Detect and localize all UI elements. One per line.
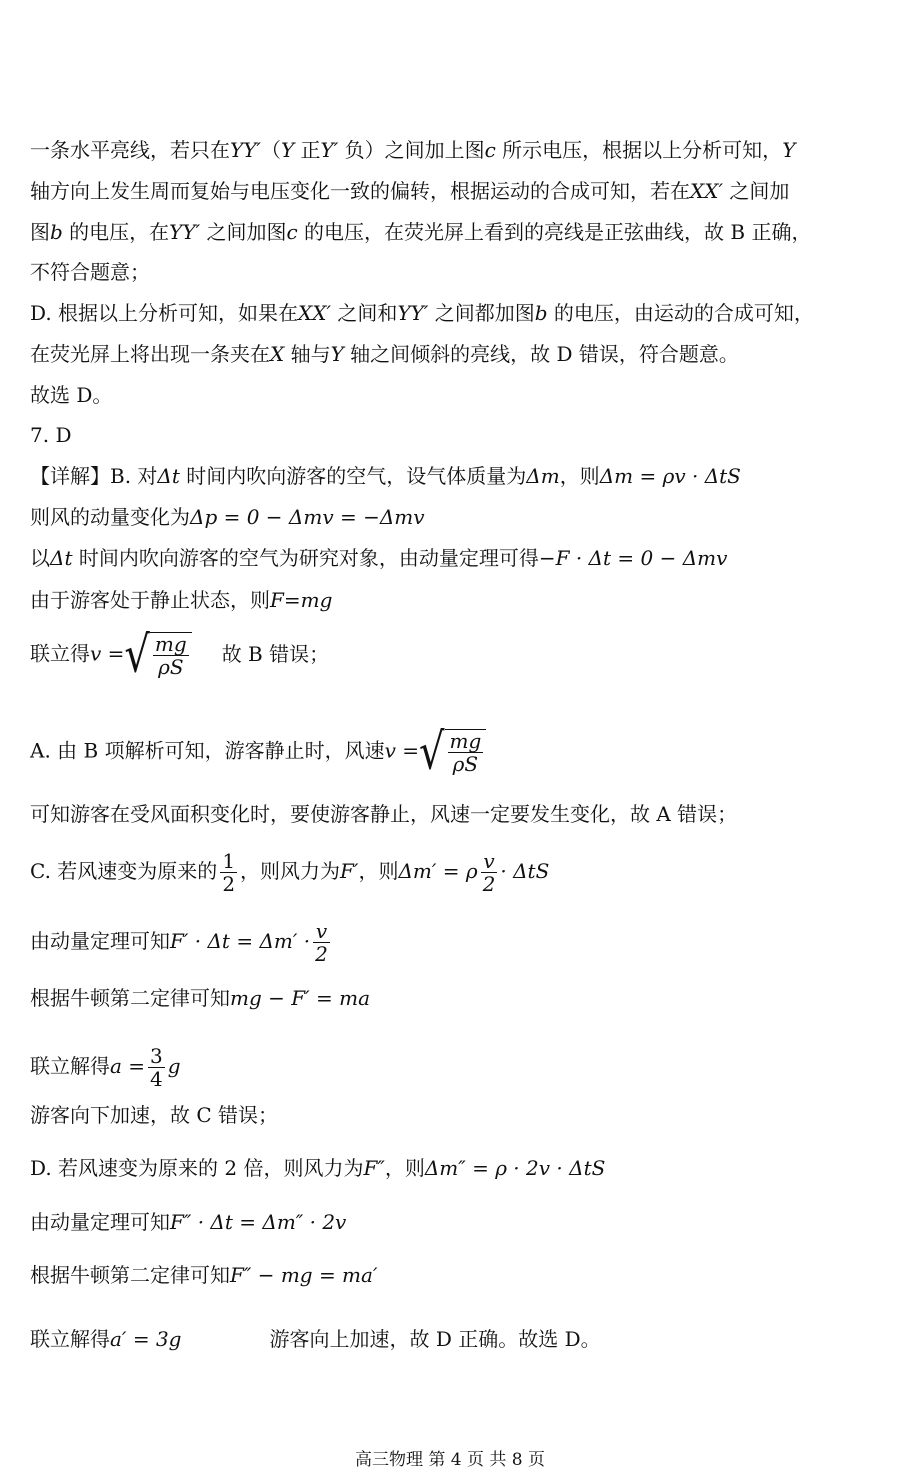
text: 正	[294, 138, 321, 162]
fraction-numerator: v	[313, 920, 330, 943]
text: D. 根据以上分析可知，如果在	[30, 301, 299, 325]
math-formula: Δm = ρv · ΔtS	[599, 464, 741, 488]
text: 的电压，在	[62, 220, 170, 244]
text: 在荧光屏上将出现一条夹在	[30, 342, 270, 366]
text: 以	[30, 546, 50, 570]
text: 之间加图	[200, 220, 287, 244]
math-formula: F″ · Δt = Δm″ · 2v	[170, 1210, 347, 1234]
text: 故 B 错误；	[221, 641, 330, 666]
text: 联立得	[30, 641, 90, 666]
option-c-line-4	[30, 1045, 181, 1090]
paragraph-line-1	[30, 136, 795, 164]
text: ，则	[384, 1156, 425, 1180]
math-b: b	[50, 220, 63, 244]
option-c-line-5: 游客向下加速，故 C 错误；	[30, 1103, 279, 1127]
sqrt-expression	[124, 626, 191, 684]
text: 联立解得	[30, 1054, 110, 1078]
math-dt: Δt	[157, 464, 180, 488]
math-x: X	[270, 342, 285, 366]
answer-line: 故选 D。	[30, 383, 113, 407]
text: 游客向上加速，故 D 正确。故选 D。	[269, 1327, 601, 1351]
math-formula: mg − F′ = ma	[230, 986, 371, 1010]
text: ，则风力为	[240, 859, 341, 883]
question-number: 7. D	[30, 423, 72, 447]
text: 由动量定理可知	[30, 929, 170, 953]
detail-line-1	[30, 462, 741, 490]
text: 轴与	[284, 342, 331, 366]
text: 的电压，在荧光屏上看到的亮线是正弦曲线，故 B 正确，	[297, 220, 812, 244]
math-formula: v =	[90, 641, 125, 666]
math-formula: a =	[110, 1054, 146, 1078]
math-c: c	[286, 220, 298, 244]
detail-line-4	[30, 586, 332, 614]
math-formula: v =	[384, 738, 419, 763]
fraction-denominator: 4	[150, 1067, 163, 1091]
option-d2-line-3	[30, 1261, 378, 1289]
text: 轴方向上发生周而复始与电压变化一致的偏转，根据运动的合成可知，若在	[30, 179, 690, 203]
fraction-numerator: 1	[222, 849, 236, 873]
text: 轴之间倾斜的亮线，故 D 错误，符合题意。	[343, 342, 739, 366]
math-xx: XX′	[298, 301, 332, 325]
text: 之间加	[723, 179, 790, 203]
option-c-line-2	[30, 920, 333, 965]
paragraph-line-2	[30, 177, 789, 205]
text: 则风的动量变化为	[30, 505, 190, 529]
math-formula: Δm″ = ρ · 2v · ΔtS	[424, 1156, 606, 1180]
fraction-denominator: ρS	[158, 655, 184, 679]
text: ，则	[559, 464, 600, 488]
text: 负）之间加上图	[338, 138, 485, 162]
fraction-numerator: 3	[150, 1044, 163, 1068]
math-formula: Δm′ = ρ	[398, 859, 478, 883]
math-dm: Δm	[526, 464, 560, 488]
fraction-denominator: 2	[315, 942, 328, 966]
fraction	[481, 850, 498, 895]
option-c-line-3	[30, 984, 370, 1012]
option-d2-line-2	[30, 1208, 346, 1236]
text: 根据牛顿第二定律可知	[30, 986, 230, 1010]
fraction	[313, 920, 330, 965]
fraction-numerator: mg	[154, 632, 187, 656]
text: 由于游客处于静止状态，则	[30, 588, 270, 612]
math-xx: XX′	[690, 179, 724, 203]
sqrt-expression	[419, 723, 486, 781]
math-dt: Δt	[50, 546, 73, 570]
math-f-prime: F′	[340, 859, 359, 883]
option-a-line-2: 可知游客在受风面积变化时，要使游客静止，风速一定要发生变化，故 A 错误；	[30, 802, 738, 826]
paragraph-line-3	[30, 218, 811, 246]
fraction-denominator: 2	[482, 872, 496, 896]
fraction-denominator: 2	[222, 872, 236, 896]
option-d-line-2	[30, 340, 739, 368]
math-formula: Δp = 0 − Δmv = −Δmv	[190, 505, 425, 529]
math-formula: −F · Δt = 0 − Δmv	[538, 546, 728, 570]
fraction-denominator: ρS	[452, 752, 479, 776]
option-d-line-1	[30, 299, 814, 327]
page-footer: 高三物理 第 4 页 共 8 页	[354, 1450, 546, 1470]
text: 时间内吹向游客的空气，设气体质量为	[179, 464, 527, 488]
fraction	[220, 850, 237, 895]
math-f-double-prime: F″	[363, 1156, 385, 1180]
math-y: Y	[330, 342, 344, 366]
fraction-numerator: v	[481, 850, 498, 873]
text: 一条水平亮线，若只在	[30, 138, 230, 162]
text: 时间内吹向游客的空气为研究对象，由动量定理可得	[72, 546, 539, 570]
text: 图	[30, 220, 50, 244]
text: 由动量定理可知	[30, 1210, 170, 1234]
math-formula: F′ · Δt = Δm′ ·	[170, 929, 311, 953]
paragraph-line-4: 不符合题意；	[30, 260, 150, 284]
option-a-line-1	[30, 723, 486, 781]
text: D. 若风速变为原来的 2 倍，则风力为	[30, 1156, 364, 1180]
text: 的电压，由运动的合成可知，	[547, 301, 814, 325]
text: C. 若风速变为原来的	[30, 859, 218, 883]
math-b: b	[534, 301, 548, 325]
text: ，则	[358, 859, 399, 883]
text: 根据牛顿第二定律可知	[30, 1263, 230, 1287]
radical-sign: √	[419, 723, 445, 781]
option-d2-line-4	[30, 1325, 601, 1353]
math-y: Y	[782, 138, 796, 162]
math-y: Y	[280, 138, 295, 162]
fraction	[148, 1045, 165, 1090]
math-formula: F=mg	[270, 588, 333, 612]
math-y-prime: Y′	[320, 138, 339, 162]
text: 【详解】B. 对	[30, 464, 158, 488]
option-c-line-1	[30, 850, 549, 895]
text: 联立解得	[30, 1327, 110, 1351]
text: 之间都加图	[428, 301, 535, 325]
text: （	[260, 138, 281, 162]
math-formula: a′ = 3g	[110, 1327, 182, 1351]
detail-line-5	[30, 626, 330, 684]
text: A. 由 B 项解析可知，游客静止时，风速	[30, 738, 385, 763]
math-c: c	[484, 138, 496, 162]
detail-line-3	[30, 544, 727, 572]
option-d2-line-1	[30, 1154, 605, 1182]
math-yy: YY′	[169, 220, 201, 244]
math-formula: F″ − mg = ma′	[230, 1263, 378, 1287]
radical-sign: √	[124, 626, 150, 684]
fraction-numerator: mg	[449, 729, 482, 753]
math-formula: · ΔtS	[500, 859, 550, 883]
text: 所示电压，根据以上分析可知，	[495, 138, 783, 162]
detail-line-2	[30, 503, 425, 531]
math-g: g	[167, 1054, 181, 1078]
text: 之间和	[331, 301, 398, 325]
math-yy: YY′	[397, 301, 429, 325]
math-yy: YY′	[230, 138, 261, 162]
